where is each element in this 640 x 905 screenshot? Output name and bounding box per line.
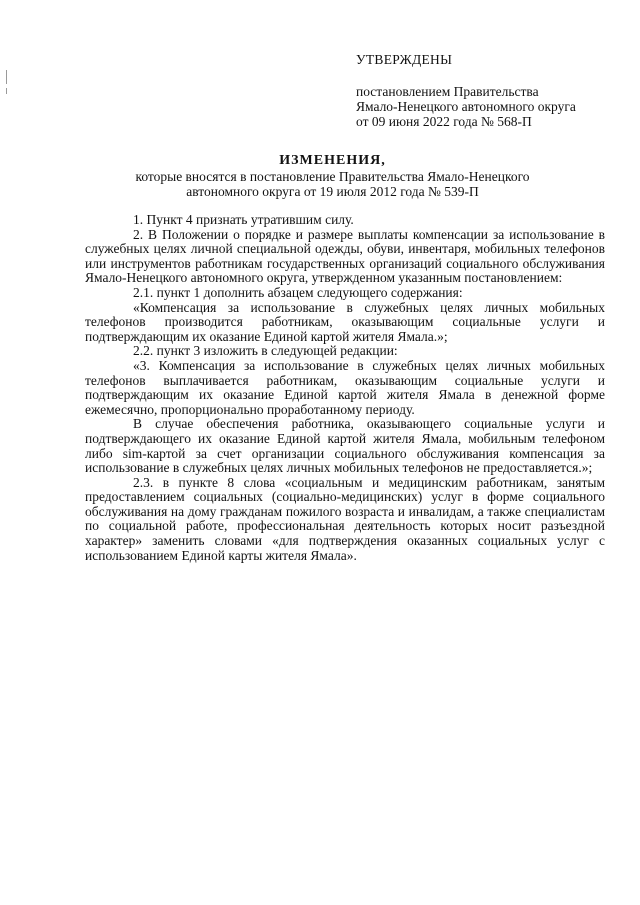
paragraph: 2.1. пункт 1 дополнить абзацем следующего содержания:	[133, 284, 463, 300]
paragraph: 2.3. в пункте 8 слова «социальным и медицинским работникам, занятым предоставлением социальных (социально-медицинских) услуг в форме социального обслуживания на дому гражданам пожилого возраста и инвалидам, а также специалистам по социальной работе, профессиональная деятельность которых носит разъездной характер» заменить словами «для подтверждения оказанных социальных услуг с использованием Единой карты жителя Ямала».	[85, 474, 605, 563]
paragraph: 2.2. пункт 3 изложить в следующей редакции:	[133, 343, 398, 359]
approval-title: УТВЕРЖДЕНЫ	[356, 52, 453, 67]
document-subtitle	[60, 169, 605, 199]
approval-line: от 09 июня 2022 года № 568-П	[356, 114, 532, 129]
document-body	[85, 213, 605, 563]
scan-artifact	[6, 88, 7, 94]
approval-block	[356, 84, 576, 129]
paragraph: «3. Компенсация за использование в служебных целях личных мобильных телефонов выплачивается работникам, оказывающим социальные услуги и подтверждающим их оказание Единой картой жителя Ямала в денежной форме ежемесячно, пропорционально проработанному периоду.	[85, 357, 605, 417]
paragraph: «Компенсация за использование в служебных целях личных мобильных телефонов производится работникам, оказывающим социальные услуги и подтверждающим их оказание Единой картой жителя Ямала.»;	[85, 299, 605, 344]
approval-line: Ямало-Ненецкого автономного округа	[356, 99, 576, 114]
paragraph: 1. Пункт 4 признать утратившим силу.	[133, 212, 354, 227]
scan-artifact	[6, 70, 7, 84]
approval-line: постановлением Правительства	[356, 84, 539, 99]
document-title: ИЗМЕНЕНИЯ,	[279, 153, 386, 168]
subtitle-line: которые вносятся в постановление Правительства Ямало-Ненецкого	[135, 169, 530, 184]
subtitle-line: автономного округа от 19 июля 2012 года № 539-П	[186, 184, 479, 199]
paragraph: 2. В Положении о порядке и размере выплаты компенсации за использование в служебных целях личной специальной одежды, обуви, инвентаря, мобильных телефонов или инструментов работникам государственных организаций социального обслуживания Ямало-Ненецкого автономного округа, утвержденном указанным постановлением:	[85, 226, 605, 286]
paragraph: В случае обеспечения работника, оказывающего социальные услуги и подтверждающего их оказание Единой картой жителя Ямала, мобильным телефоном либо sim-картой за счет организации социального обслуживания компенсация за использование в служебных целях личных мобильных телефонов не предоставляется.»;	[85, 416, 605, 476]
